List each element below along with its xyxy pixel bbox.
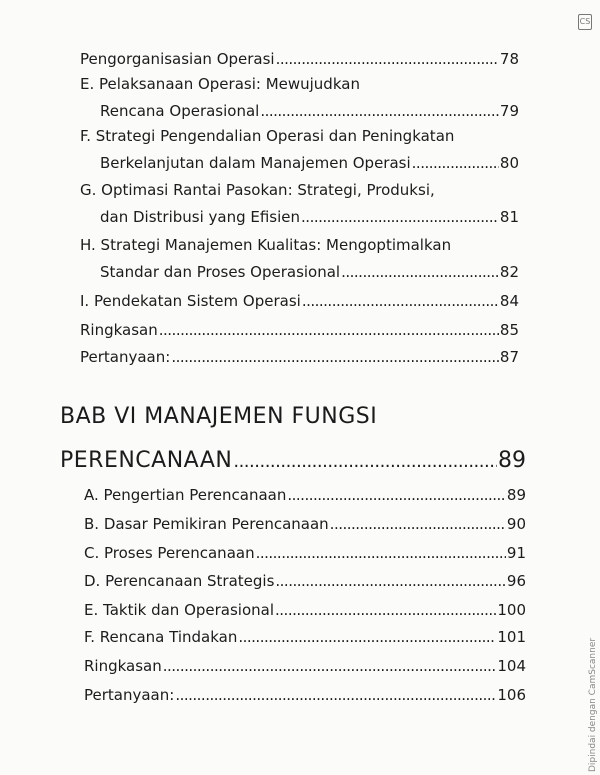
leader-dots xyxy=(276,46,499,73)
toc-entry[interactable] xyxy=(84,653,526,680)
toc-entry-label: Berkelanjutan dalam Manajemen Operasi xyxy=(100,154,411,172)
toc-entry-label: B. Dasar Pemikiran Perencanaan xyxy=(84,515,329,533)
leader-dots xyxy=(238,624,496,651)
leader-dots xyxy=(256,540,506,567)
toc-entry-label: Rencana Operasional xyxy=(100,102,260,120)
toc-entry[interactable] xyxy=(84,540,526,567)
toc-entry[interactable] xyxy=(80,288,519,315)
scanner-logo-icon: CS xyxy=(578,14,592,30)
toc-entry-label: D. Perencanaan Strategis xyxy=(84,572,275,590)
scanner-watermark: Dipindai dengan CamScanner xyxy=(588,637,598,772)
toc-page-number: 91 xyxy=(506,544,526,562)
toc-page-number: 85 xyxy=(499,321,519,339)
leader-dots xyxy=(171,344,499,371)
toc-page-number: 100 xyxy=(497,601,526,619)
leader-dots xyxy=(260,98,499,125)
leader-dots xyxy=(302,288,499,315)
toc-entry-label: Standar dan Proses Operasional xyxy=(100,263,341,281)
toc-entry[interactable] xyxy=(80,181,519,231)
toc-page-number: 96 xyxy=(506,572,526,590)
toc-entry-label: C. Proses Perencanaan xyxy=(84,544,255,562)
chapter-title-line2: PERENCANAAN xyxy=(60,448,233,473)
toc-page-number: 87 xyxy=(499,348,519,366)
toc-page-number: 90 xyxy=(506,515,526,533)
chapter-entry[interactable] xyxy=(60,448,526,473)
toc-entry[interactable] xyxy=(84,482,526,509)
leader-dots xyxy=(175,682,496,709)
leader-dots xyxy=(412,150,499,177)
toc-page-number: 101 xyxy=(497,628,526,646)
leader-dots xyxy=(233,451,497,472)
leader-dots xyxy=(330,511,506,538)
toc-entry[interactable] xyxy=(84,597,526,624)
toc-entry-label: dan Distribusi yang Efisien xyxy=(100,208,301,226)
leader-dots xyxy=(287,482,506,509)
toc-page-number: 106 xyxy=(497,686,526,704)
leader-dots xyxy=(159,317,499,344)
chapter-title: BAB VI MANAJEMEN FUNGSI xyxy=(60,404,378,429)
toc-entry-label: Ringkasan xyxy=(80,321,158,339)
toc-page-number: 104 xyxy=(497,657,526,675)
toc-entry-label: I. Pendekatan Sistem Operasi xyxy=(80,292,301,310)
toc-entry[interactable] xyxy=(80,75,519,125)
leader-dots xyxy=(275,597,496,624)
toc-page-number: 84 xyxy=(499,292,519,310)
toc-page-number: 78 xyxy=(499,50,519,68)
toc-entry[interactable] xyxy=(80,236,519,286)
toc-entry-label-line1: H. Strategi Manajemen Kualitas: Mengoptimalkan xyxy=(80,236,452,254)
toc-entry[interactable] xyxy=(84,624,526,651)
toc-entry-label: Pengorganisasian Operasi xyxy=(80,50,275,68)
toc-page-number: 81 xyxy=(499,208,519,226)
toc-entry-label: Pertanyaan: xyxy=(84,686,175,704)
leader-dots xyxy=(275,568,506,595)
leader-dots xyxy=(163,653,497,680)
toc-entry-label-line1: F. Strategi Pengendalian Operasi dan Peningkatan xyxy=(80,127,455,145)
toc-entry[interactable] xyxy=(80,317,519,344)
toc-entry-label-line1: G. Optimasi Rantai Pasokan: Strategi, Produksi, xyxy=(80,181,435,199)
toc-entry-label: A. Pengertian Perencanaan xyxy=(84,486,287,504)
toc-entry-label: E. Taktik dan Operasional xyxy=(84,601,275,619)
toc-entry-label: F. Rencana Tindakan xyxy=(84,628,238,646)
toc-entry[interactable] xyxy=(80,127,519,177)
toc-entry-label: Pertanyaan: xyxy=(80,348,171,366)
toc-page-number: 79 xyxy=(499,102,519,120)
toc-entry[interactable] xyxy=(84,511,526,538)
toc-entry-label-line1: E. Pelaksanaan Operasi: Mewujudkan xyxy=(80,75,360,93)
toc-page-number: 80 xyxy=(499,154,519,172)
toc-page-number: 89 xyxy=(506,486,526,504)
toc-page-number: 82 xyxy=(499,263,519,281)
toc-entry[interactable] xyxy=(84,682,526,709)
chapter-page-number: 89 xyxy=(498,448,526,473)
toc-entry[interactable] xyxy=(80,344,519,371)
toc-entry-label: Ringkasan xyxy=(84,657,162,675)
leader-dots xyxy=(341,259,499,286)
leader-dots xyxy=(301,204,499,231)
toc-entry[interactable] xyxy=(84,568,526,595)
toc-entry[interactable] xyxy=(80,46,519,73)
